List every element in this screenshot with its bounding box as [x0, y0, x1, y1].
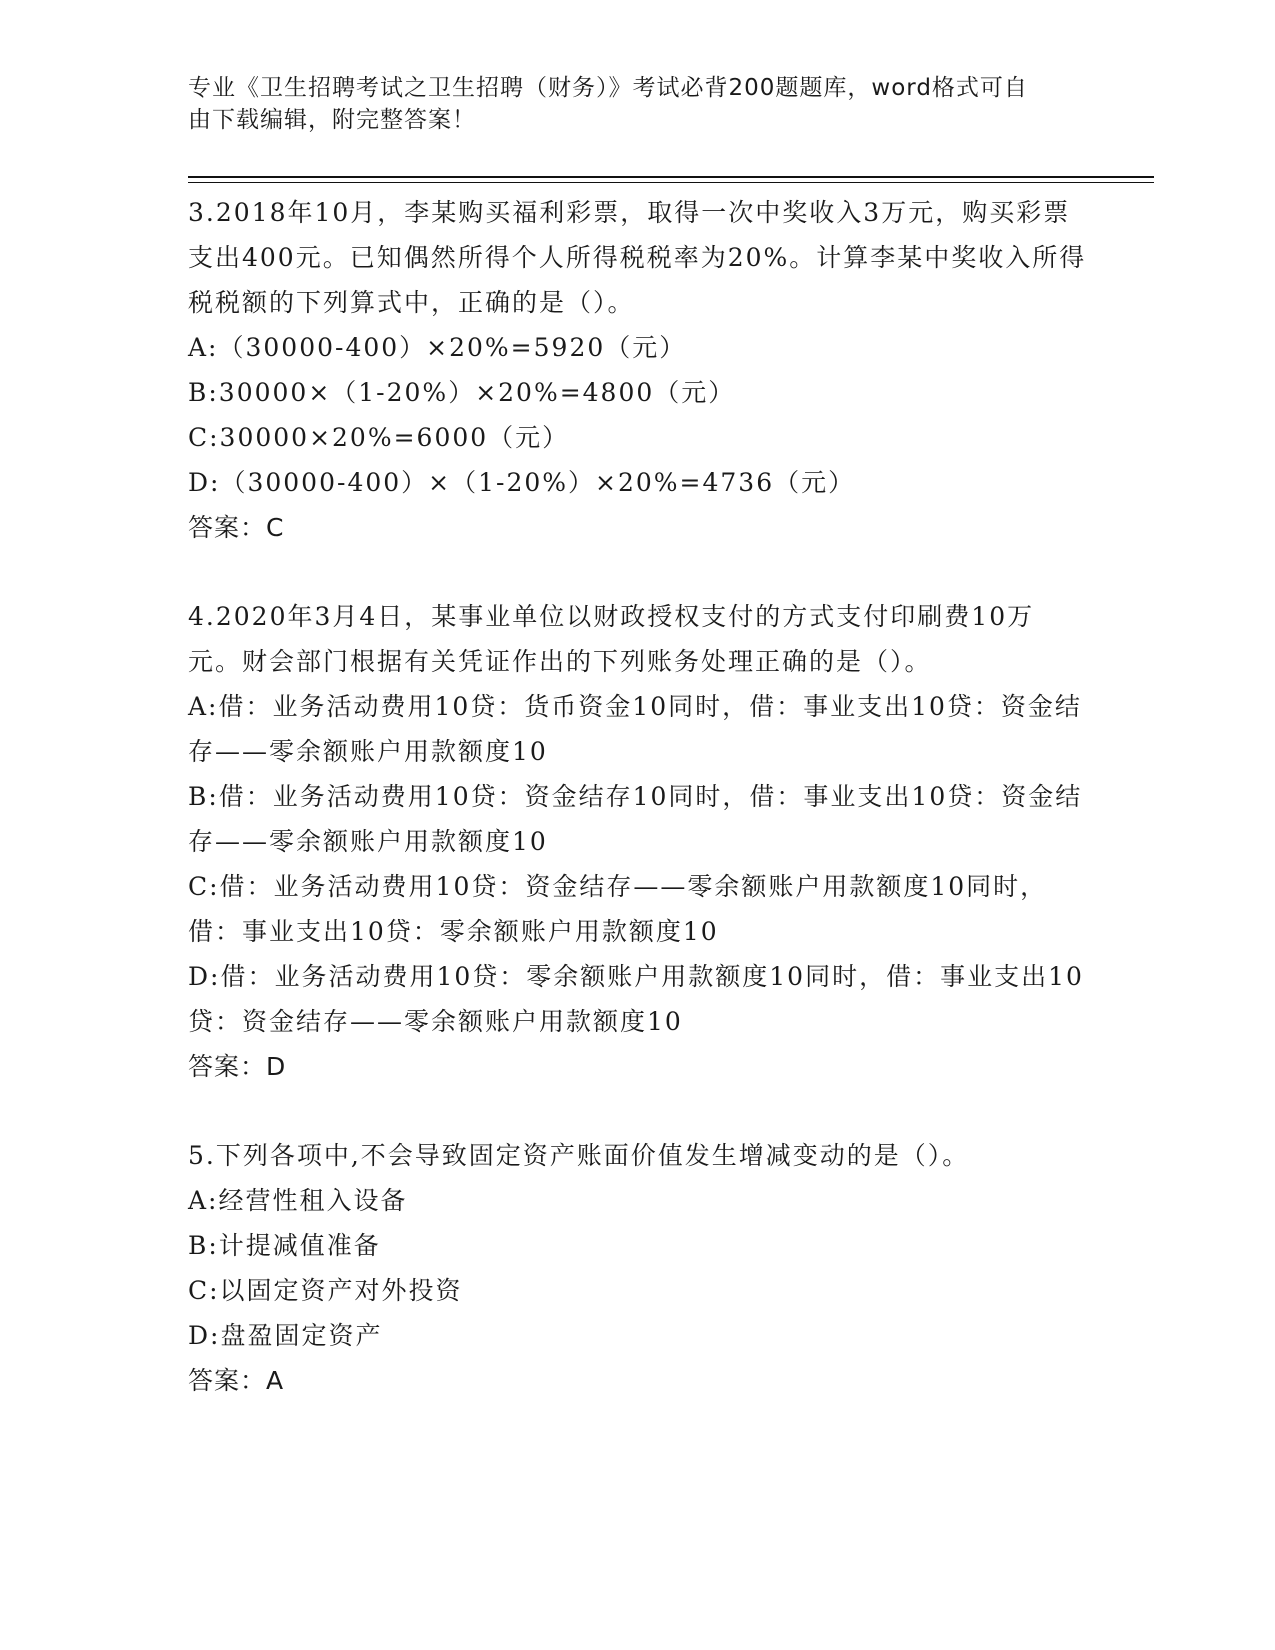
- option-d: D:借：业务活动费用10贷：零余额账户用款额度10同时，借：事业支出10贷：资金结存——零余额账户用款额度10: [188, 962, 1084, 1036]
- option-b: B:计提减值准备: [188, 1231, 381, 1260]
- header-line-1: 专业《卫生招聘考试之卫生招聘（财务）》考试必背200题题库，word格式可自: [188, 75, 1028, 101]
- question-4: [188, 594, 1088, 1089]
- option-a: A:经营性租入设备: [188, 1186, 408, 1215]
- option-b: B:借：业务活动费用10贷：资金结存10同时，借：事业支出10贷：资金结存——零余额账户用款额度10: [188, 782, 1083, 856]
- option-c: C:30000×20%=6000（元）: [188, 423, 570, 452]
- option-a: A:借：业务活动费用10贷：货币资金10同时，借：事业支出10贷：资金结存——零余额账户用款额度10: [188, 692, 1082, 766]
- question-5: [188, 1133, 1088, 1403]
- question-stem: 4.2020年3月4日，某事业单位以财政授权支付的方式支付印刷费10万元。财会部门根据有关凭证作出的下列账务处理正确的是（）。: [188, 602, 1035, 676]
- option-d: D:盘盈固定资产: [188, 1321, 383, 1350]
- option-b: B:30000×（1-20%）×20%=4800（元）: [188, 378, 736, 407]
- answer: 答案：C: [188, 513, 285, 542]
- question-list: [188, 190, 1088, 1403]
- option-d: D:（30000-400）×（1-20%）×20%=4736（元）: [188, 468, 856, 497]
- option-a: A:（30000-400）×20%=5920（元）: [188, 333, 687, 362]
- option-c: C:以固定资产对外投资: [188, 1276, 463, 1305]
- question-stem: 3.2018年10月，李某购买福利彩票，取得一次中奖收入3万元，购买彩票支出400元。已知偶然所得个人所得税税率为20%。计算李某中奖收入所得税税额的下列算式中，正确的是（）。: [188, 198, 1087, 317]
- header-rule-thin: [188, 182, 1154, 183]
- header-rule-thick: [188, 176, 1154, 178]
- question-stem: 5.下列各项中,不会导致固定资产账面价值发生增减变动的是（）。: [188, 1141, 970, 1170]
- answer: 答案：A: [188, 1366, 285, 1395]
- header-line-2: 由下载编辑，附完整答案！: [188, 107, 476, 133]
- question-3: [188, 190, 1088, 550]
- document-header: [188, 72, 1068, 136]
- answer: 答案：D: [188, 1052, 287, 1081]
- option-c: C:借：业务活动费用10贷：资金结存——零余额账户用款额度10同时，借：事业支出10贷：零余额账户用款额度10: [188, 872, 1048, 946]
